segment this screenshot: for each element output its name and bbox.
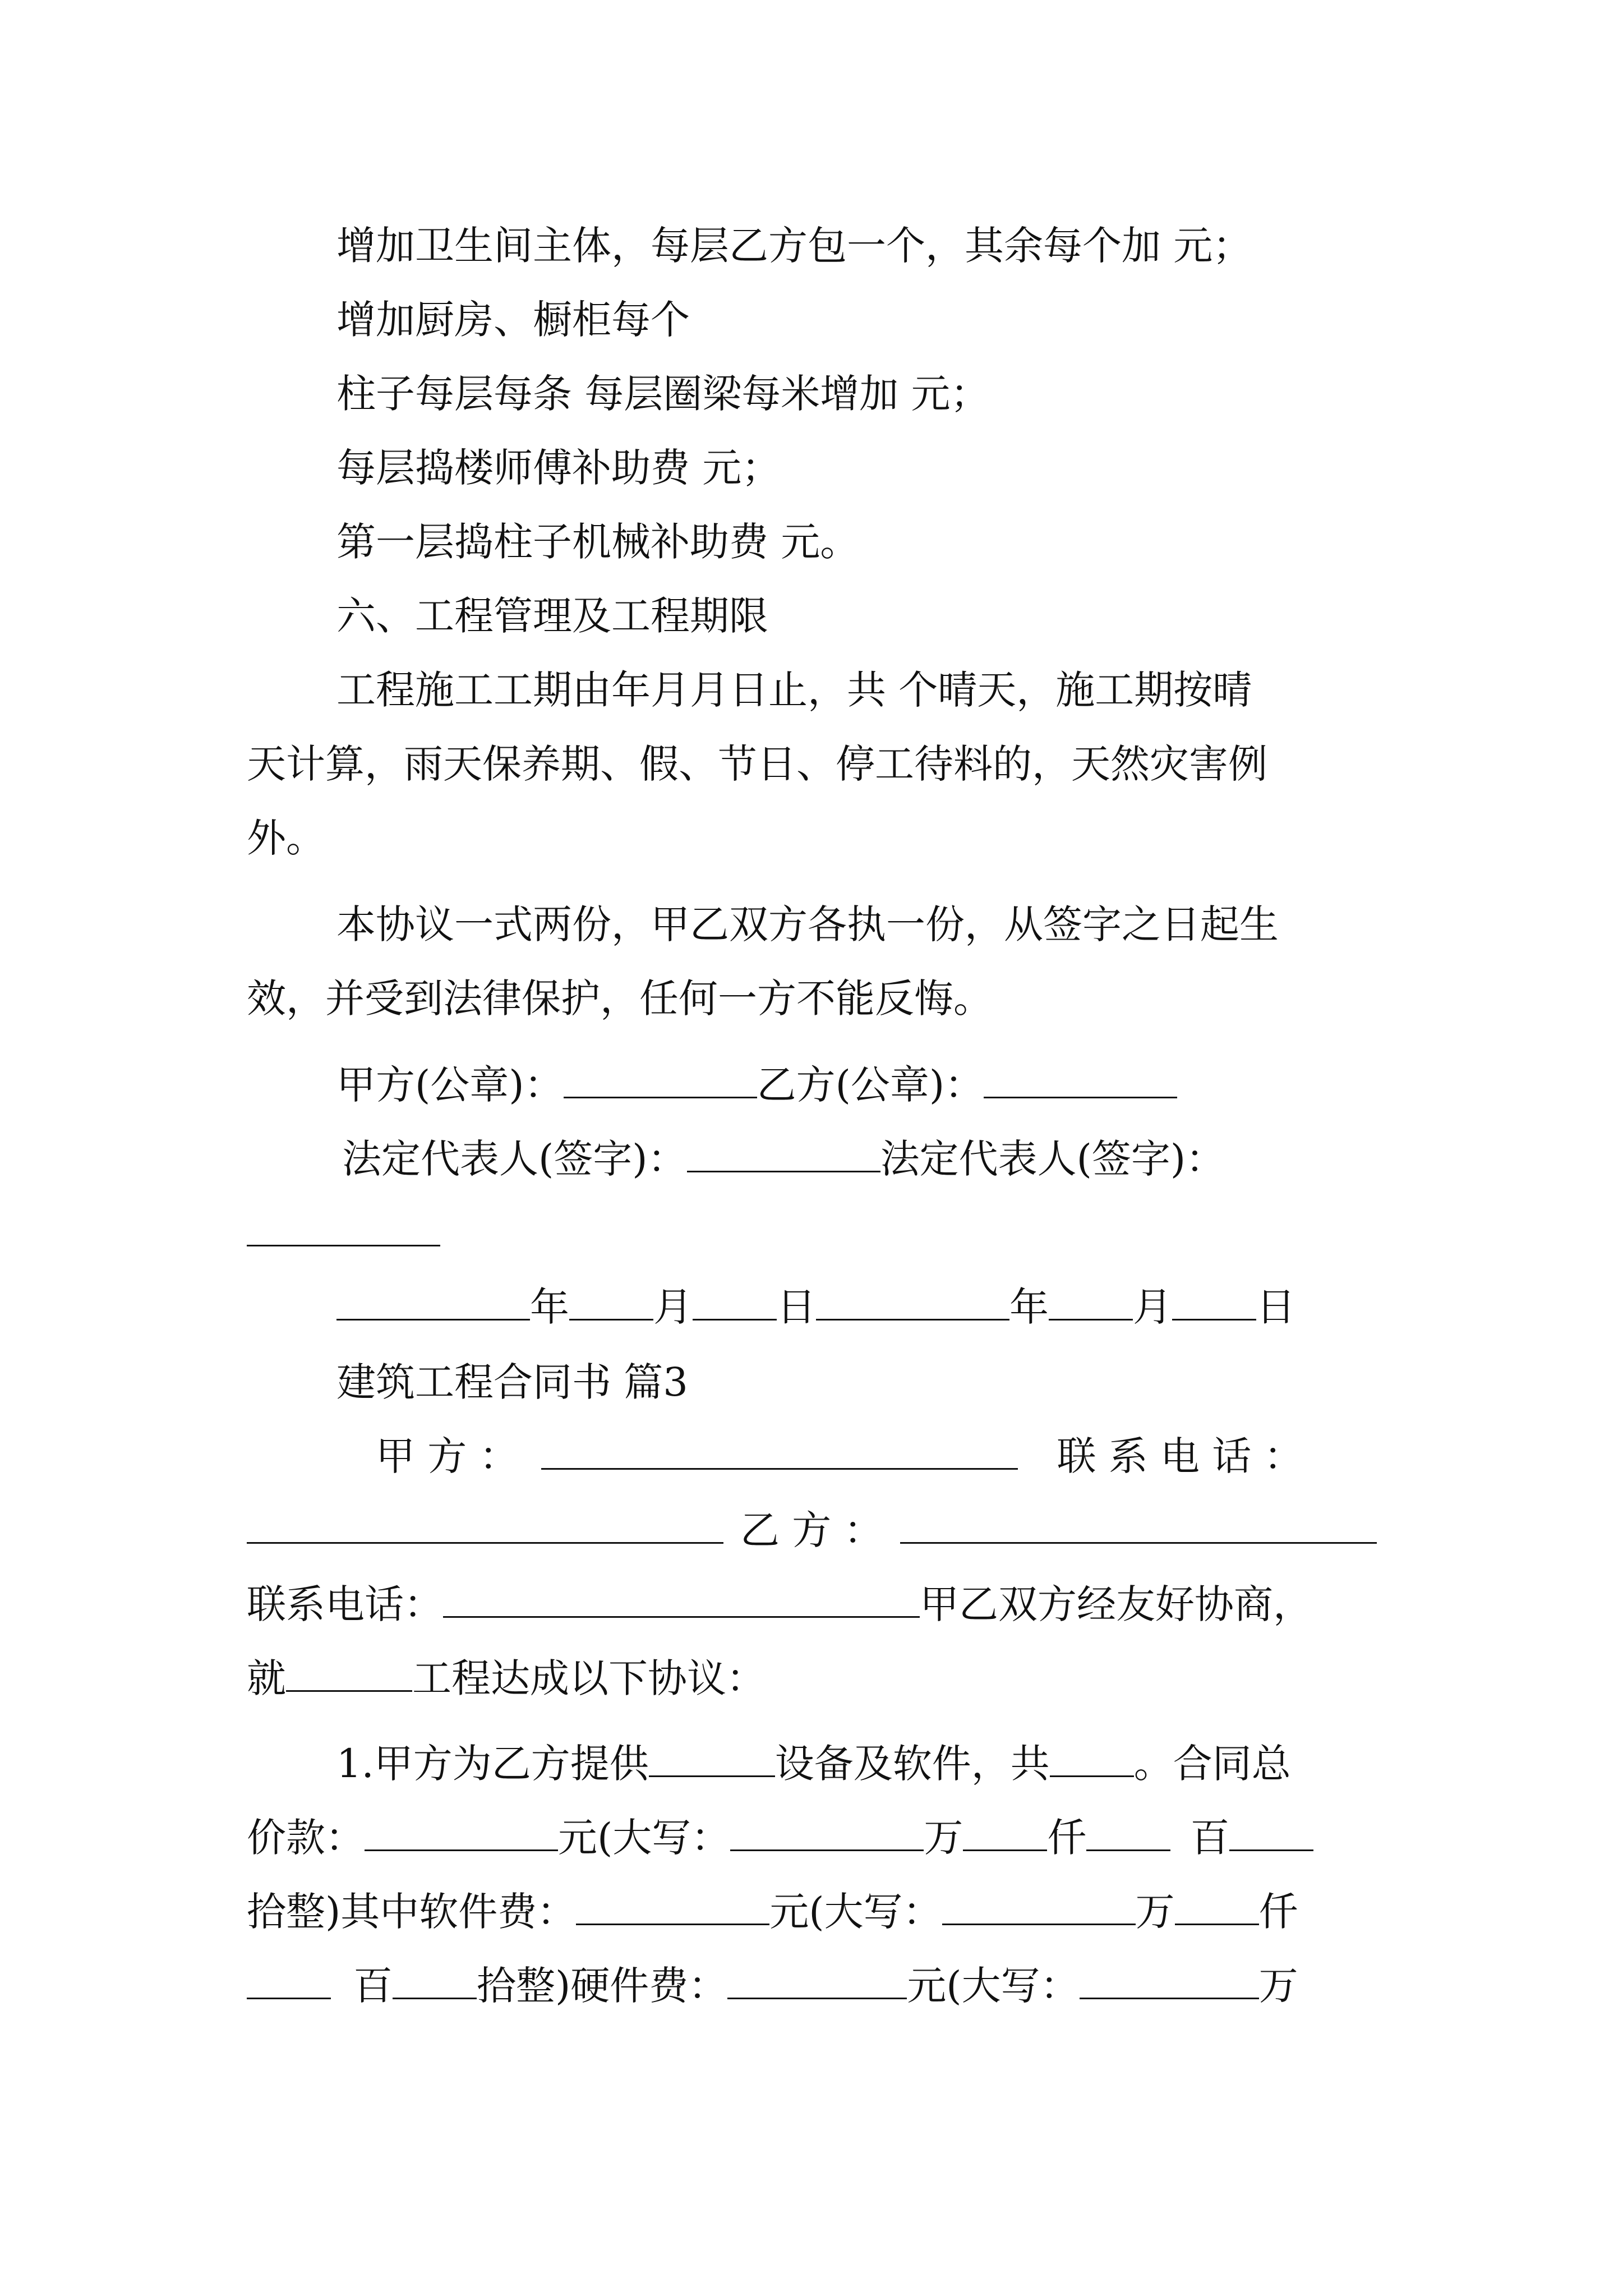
blank-underline[interactable] — [649, 1741, 775, 1777]
year-label: 年 — [1009, 1284, 1049, 1330]
blank-underline[interactable] — [247, 1210, 440, 1246]
signature-date-line — [336, 1280, 1295, 1334]
month-label: 月 — [1133, 1284, 1172, 1330]
price-label: 价款： — [247, 1815, 365, 1861]
paragraph-line: 增加卫生间主体，每层乙方包一个，其余每个加 元； — [336, 223, 1252, 269]
blank-underline[interactable] — [730, 1815, 924, 1851]
software-fee-line — [247, 1885, 1298, 1939]
paragraph-line: 本协议一式两份，甲乙双方各执一份，从签字之日起生 — [336, 901, 1279, 947]
software-fee-label: 拾整)其中软件费： — [247, 1889, 577, 1935]
blank-underline[interactable] — [984, 1062, 1177, 1098]
party-a-rep-label: 法定代表人(签字)： — [342, 1136, 687, 1182]
blank-underline[interactable] — [564, 1062, 757, 1098]
bai-label: 百 — [1190, 1815, 1230, 1861]
blank-underline[interactable] — [247, 1963, 331, 1999]
contract-heading: 建筑工程合同书 篇3 — [336, 1359, 688, 1405]
negotiation-text: 甲乙双方经友好协商， — [920, 1581, 1312, 1627]
item-1-line — [336, 1737, 1291, 1791]
total-price-line — [247, 1811, 1313, 1865]
blank-underline[interactable] — [247, 1507, 723, 1544]
party-a-line — [376, 1429, 1303, 1483]
blank-underline[interactable] — [336, 1284, 530, 1320]
blank-underline[interactable] — [1080, 1963, 1259, 1999]
month-label: 月 — [653, 1284, 693, 1330]
blank-underline[interactable] — [900, 1507, 1377, 1544]
yuan-daxie-label: 元(大写： — [769, 1889, 942, 1935]
blank-underline[interactable] — [1175, 1889, 1259, 1925]
yuan-daxie-label: 元(大写： — [558, 1815, 731, 1861]
phone-label: 联系电话： — [247, 1581, 443, 1627]
blank-underline[interactable] — [1229, 1815, 1313, 1851]
day-label: 日 — [777, 1284, 816, 1330]
blank-underline[interactable] — [365, 1815, 558, 1851]
paragraph-line: 第一层捣柱子机械补助费 元。 — [336, 519, 860, 565]
signature-rep-continuation — [247, 1206, 440, 1260]
party-b-seal-label: 乙方(公章)： — [757, 1062, 984, 1108]
hardware-fee-label: 拾整)硬件费： — [477, 1963, 728, 2009]
item-1-text: 。合同总 — [1133, 1741, 1291, 1787]
blank-underline[interactable] — [443, 1581, 920, 1618]
paragraph-line: 效，并受到法律保护，任何一方不能反悔。 — [247, 976, 993, 1022]
blank-underline[interactable] — [569, 1284, 653, 1320]
signature-seal-line — [336, 1058, 1177, 1112]
blank-underline[interactable] — [393, 1963, 477, 1999]
blank-underline[interactable] — [1086, 1815, 1170, 1851]
blank-underline[interactable] — [963, 1815, 1047, 1851]
bai-label: 百 — [353, 1963, 393, 2009]
day-label: 日 — [1256, 1284, 1295, 1330]
blank-underline[interactable] — [576, 1889, 769, 1925]
blank-underline[interactable] — [286, 1655, 412, 1692]
party-b-label: 乙 方 ： — [740, 1507, 883, 1553]
project-prefix: 就 — [247, 1655, 286, 1701]
project-suffix: 工程达成以下协议： — [412, 1655, 766, 1701]
phone-label: 联 系 电 话 ： — [1057, 1433, 1303, 1479]
party-b-rep-label: 法定代表人(签字)： — [880, 1136, 1225, 1182]
blank-underline[interactable] — [1172, 1284, 1256, 1320]
blank-underline[interactable] — [942, 1889, 1136, 1925]
blank-underline[interactable] — [687, 1136, 880, 1172]
party-a-seal-label: 甲方(公章)： — [336, 1062, 564, 1108]
phone-line — [247, 1577, 1312, 1631]
blank-underline[interactable] — [727, 1963, 907, 1999]
qian-label: 仟 — [1258, 1889, 1298, 1935]
year-label: 年 — [530, 1284, 569, 1330]
party-a-label: 甲 方 ： — [376, 1433, 519, 1479]
wan-label: 万 — [1135, 1889, 1175, 1935]
paragraph-line: 工程施工工期由年月月日止，共 个晴天，施工期按晴 — [336, 667, 1252, 713]
blank-underline[interactable] — [693, 1284, 777, 1320]
blank-underline[interactable] — [1050, 1741, 1134, 1777]
item-1-text: 设备及软件，共 — [774, 1741, 1050, 1787]
wan-label: 万 — [924, 1815, 963, 1861]
party-b-line — [247, 1503, 1377, 1557]
qian-label: 仟 — [1047, 1815, 1087, 1861]
project-line — [247, 1651, 766, 1705]
paragraph-line: 天计算，雨天保养期、假、节日、停工待料的，天然灾害例 — [247, 741, 1267, 787]
hardware-fee-line — [247, 1959, 1298, 2013]
blank-underline[interactable] — [541, 1433, 1018, 1470]
yuan-daxie-label: 元(大写： — [907, 1963, 1080, 2009]
blank-underline[interactable] — [1049, 1284, 1133, 1320]
paragraph-line: 柱子每层每条 每层圈梁每米增加 元； — [336, 371, 990, 417]
item-1-text: 1.甲方为乙方提供 — [336, 1741, 649, 1787]
paragraph-line: 每层捣楼师傅补助费 元； — [336, 445, 781, 491]
paragraph-line: 外。 — [247, 815, 325, 861]
section-heading: 六、工程管理及工程期限 — [336, 593, 768, 639]
paragraph-line: 增加厨房、橱柜每个 — [336, 297, 690, 343]
wan-label: 万 — [1258, 1963, 1298, 2009]
blank-underline[interactable] — [816, 1284, 1009, 1320]
signature-rep-line — [342, 1132, 1225, 1186]
